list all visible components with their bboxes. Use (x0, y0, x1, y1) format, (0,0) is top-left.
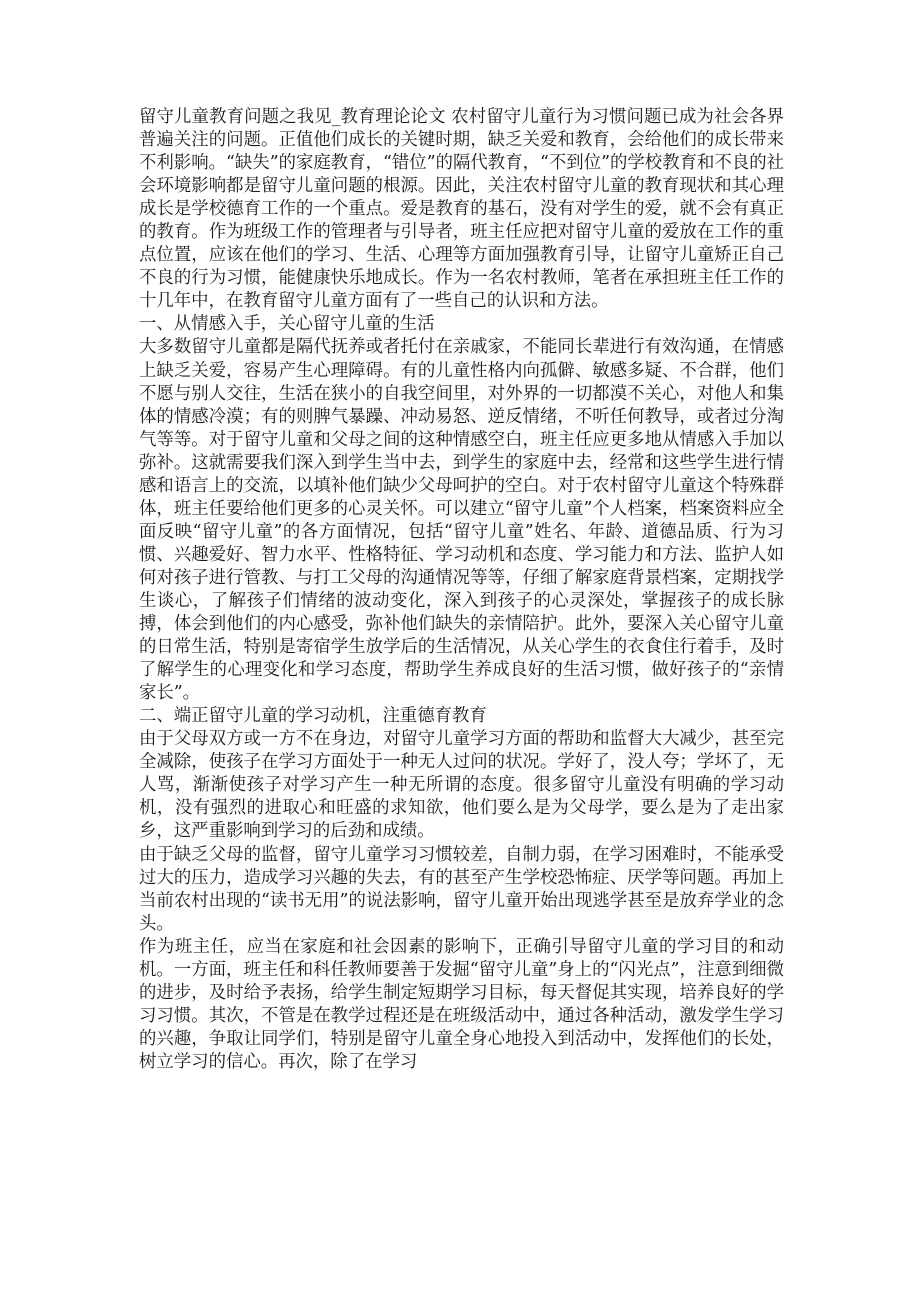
intro-paragraph: 留守儿童教育问题之我见_教育理论论文 农村留守儿童行为习惯问题已成为社会各界普遍关注的问题。正值他们成长的关键时期，缺乏关爱和教育，会给他们的成长带来不利影响。“缺失”的家庭教育，“错位”的隔代教育，“不到位”的学校教育和不良的社会环境影响都是留守儿童问题的根源。因此，关注农村留守儿童的教育现状和其心理成长是学校德育工作的一个重点。爱是教育的基石，没有对学生的爱，就不会有真正的教育。作为班级工作的管理者与引导者，班主任应把对留守儿童的爱放在工作的重点位置，应该在他们的学习、生活、心理等方面加强教育引导，让留守儿童矫正自己不良的行为习惯，能健康快乐地成长。作为一名农村教师，笔者在承担班主任工作的十几年中，在教育留守儿童方面有了一些自己的认识和方法。 (139, 107, 784, 312)
section-1-paragraph-1: 大多数留守儿童都是隔代抚养或者托付在亲戚家，不能同长辈进行有效沟通，在情感上缺乏关爱，容易产生心理障碍。有的儿童性格内向孤僻、敏感多疑、不合群，他们不愿与别人交往，生活在狭小的自我空间里，对外界的一切都漠不关心，对他人和集体的情感冷漠；有的则脾气暴躁、冲动易怒、逆反情绪，不听任何教导，或者过分淘气等等。对于留守儿童和父母之间的这种情感空白，班主任应更多地从情感入手加以弥补。这就需要我们深入到学生当中去，到学生的家庭中去，经常和这些学生进行情感和语言上的交流，以填补他们缺少父母呵护的空白。对于农村留守儿童这个特殊群体，班主任要给他们更多的心灵关怀。可以建立“留守儿童”个人档案，档案资料应全面反映“留守儿童”的各方面情况，包括“留守儿童”姓名、年龄、道德品质、行为习惯、兴趣爱好、智力水平、性格特征、学习动机和态度、学习能力和方法、监护人如何对孩子进行管教、与打工父母的沟通情况等等，仔细了解家庭背景档案，定期找学生谈心，了解孩子们情绪的波动变化，深入到孩子的心灵深处，掌握孩子的成长脉搏，体会到他们的内心感受，弥补他们缺失的亲情陪护。此外，要深入关心留守儿童的日常生活，特别是寄宿学生放学后的生活情况，从关心学生的衣食住行着手，及时了解学生的心理变化和学习态度，帮助学生养成良好的生活习惯，做好孩子的“亲情家长”。 (139, 337, 784, 704)
section-1-heading: 一、从情感入手，关心留守儿童的生活 (139, 314, 435, 335)
section-2-heading: 二、端正留守儿童的学习动机，注重德育教育 (139, 706, 487, 727)
document-page (139, 106, 784, 1074)
section-2-paragraph-3: 作为班主任，应当在家庭和社会因素的影响下，正确引导留守儿童的学习目的和动机。一方面，班主任和科任教师要善于发掘“留守儿童”身上的“闪光点”，注意到细微的进步，及时给予表扬，给学生制定短期学习目标，每天督促其实现，培养良好的学习习惯。其次，不管是在教学过程还是在班级活动中，通过各种活动，激发学生学习的兴趣，争取让同学们，特别是留守儿童全身心地投入到活动中，发挥他们的长处，树立学习的信心。再次，除了在学习 (139, 936, 784, 1072)
section-2-paragraph-2: 由于缺乏父母的监督，留守儿童学习习惯较差，自制力弱，在学习困难时，不能承受过大的压力，造成学习兴趣的失去，有的甚至产生学校恐怖症、厌学等问题。再加上当前农村出现的“读书无用”的说法影响，留守儿童开始出现逃学甚至是放弃学业的念头。 (139, 844, 784, 934)
section-2-paragraph-1: 由于父母双方或一方不在身边，对留守儿童学习方面的帮助和监督大大减少，甚至完全减除，使孩子在学习方面处于一种无人过问的状况。学好了，没人夸；学坏了，无人骂，渐渐使孩子对学习产生一种无所谓的态度。很多留守儿童没有明确的学习动机，没有强烈的进取心和旺盛的求知欲，他们要么是为父母学，要么是为了走出家乡，这严重影响到学习的后劲和成绩。 (139, 729, 784, 842)
